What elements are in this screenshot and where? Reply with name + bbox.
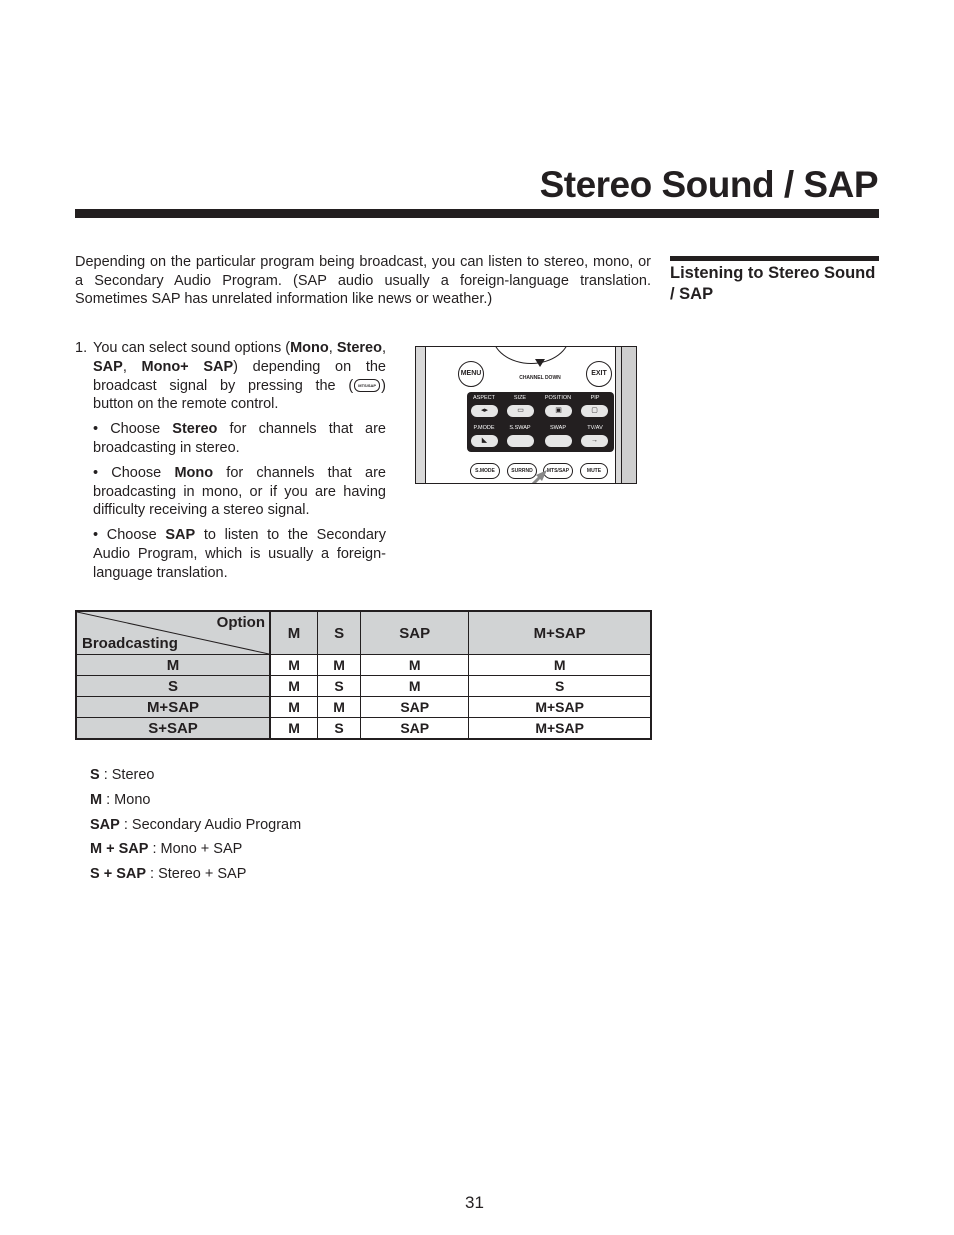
table-cell: M <box>270 676 318 697</box>
table-cell: M <box>361 676 469 697</box>
position-label: POSITION <box>544 395 572 401</box>
pmode-label: P.MODE <box>473 425 495 431</box>
table-cell: SAP <box>361 718 469 740</box>
legend-value: : Mono + SAP <box>148 841 243 858</box>
pip-button: ▢ <box>581 405 608 417</box>
table-cell: M <box>469 655 651 676</box>
row-header: M+SAP <box>76 697 270 718</box>
table-row <box>76 655 651 676</box>
column-header: S <box>318 611 361 655</box>
table-cell: SAP <box>361 697 469 718</box>
table-cell: S <box>469 676 651 697</box>
table-cell: M+SAP <box>469 718 651 740</box>
remote-illustration <box>415 346 637 484</box>
swap-label: SWAP <box>550 425 566 431</box>
mts-sap-button: MTS/SAP <box>543 463 573 479</box>
exit-button: EXIT <box>586 361 612 387</box>
legend-key: S <box>90 767 100 783</box>
legend-key: M + SAP <box>90 841 149 858</box>
title-rule <box>75 209 879 218</box>
bullet-text: • Choose <box>93 464 175 481</box>
aspect-button: ◂▸ <box>471 405 498 417</box>
bullet-key: SAP <box>165 527 196 544</box>
abbreviation-legend <box>90 765 301 889</box>
tvav-label: TV/AV <box>587 425 603 431</box>
option-mono-sap: Mono+ SAP <box>141 358 234 375</box>
bullet-key: Mono <box>174 464 214 481</box>
function-button-panel <box>467 392 614 452</box>
step-text: You can select sound options ( <box>93 340 291 356</box>
size-label: SIZE <box>513 395 527 401</box>
table-cell: S <box>318 718 361 740</box>
intro-paragraph: Depending on the particular program being broadcast, you can listen to stereo, mono, or a Secondary Audio Program. (SAP audio usually a foreign-language translation. Sometimes SAP has unrelated information like news or weather.) <box>75 254 651 307</box>
separator: , <box>381 340 386 356</box>
legend-item <box>90 790 301 815</box>
legend-key: S + SAP <box>90 866 147 883</box>
mute-button: MUTE <box>580 463 608 479</box>
step-text: ) depending on the broadcast signal by pressing the ( <box>93 358 386 394</box>
option-stereo: Stereo <box>336 340 382 356</box>
mts-sap-button-icon: MTS/SAP <box>354 379 380 392</box>
step-number: 1. <box>75 340 88 356</box>
row-header: M <box>76 655 270 676</box>
diagonal-header-cell <box>76 611 270 655</box>
position-button: ▣ <box>545 405 572 417</box>
column-header: SAP <box>361 611 469 655</box>
table-cell: M <box>318 655 361 676</box>
sswap-label: S.SWAP <box>509 425 531 431</box>
bullet-text: • Choose <box>93 527 166 544</box>
option-mono: Mono <box>290 340 329 356</box>
bullet-text: for channels that are broadcasting in mono, or if you are having difficulty receiving a stereo signal. <box>93 464 386 519</box>
bullet-key: Stereo <box>172 421 218 438</box>
menu-button: MENU <box>458 361 484 387</box>
bullet-text: • Choose <box>93 421 173 438</box>
broadcasting-label: Broadcasting <box>82 635 178 652</box>
option-label: Option <box>216 614 265 631</box>
steps-section <box>75 339 386 583</box>
legend-value: : Mono <box>102 791 151 808</box>
legend-value: : Stereo + SAP <box>146 866 247 883</box>
remote-face <box>425 346 616 484</box>
column-header: M <box>270 611 318 655</box>
side-heading-rule <box>670 256 879 261</box>
table-row <box>76 697 651 718</box>
bullet-stereo <box>93 420 386 458</box>
table-header-row <box>76 611 651 655</box>
swap-button <box>545 435 572 447</box>
table-cell: M <box>361 655 469 676</box>
table-row <box>76 676 651 697</box>
remote-edge <box>621 347 636 483</box>
legend-item <box>90 864 301 889</box>
legend-item <box>90 765 301 790</box>
option-sap: SAP <box>93 358 123 375</box>
channel-down-label: CHANNEL DOWN <box>519 375 561 381</box>
legend-item <box>90 839 301 864</box>
surround-button: SURRND <box>507 463 537 479</box>
sound-options-table <box>75 610 652 740</box>
bullet-text: to listen to the Secondary Audio Program, which is usually a foreign-language translation. <box>93 527 386 581</box>
tvav-button: → <box>581 435 608 447</box>
sswap-button <box>507 435 534 447</box>
bullet-text: for channels that are broadcasting in stereo. <box>93 421 386 456</box>
bullet-sap <box>93 526 386 582</box>
pmode-button: ◣ <box>471 435 498 447</box>
size-button: ▭ <box>507 405 534 417</box>
step-1 <box>75 339 386 414</box>
bullet-mono <box>93 464 386 520</box>
channel-down-arrow-icon <box>535 359 545 367</box>
side-heading: Listening to Stereo Sound / SAP <box>670 264 876 303</box>
legend-item <box>90 815 301 840</box>
smode-button: S.MODE <box>470 463 500 479</box>
legend-value: : Secondary Audio Program <box>119 816 302 833</box>
row-header: S+SAP <box>76 718 270 740</box>
legend-key: M <box>90 791 103 808</box>
dpad-arc <box>492 346 570 364</box>
table-cell: M+SAP <box>469 697 651 718</box>
table-cell: M <box>270 718 318 740</box>
separator: , <box>328 340 337 356</box>
table-cell: M <box>270 655 318 676</box>
pointer-arrow-icon <box>522 469 550 484</box>
page-title: Stereo Sound / SAP <box>539 164 878 205</box>
row-header: S <box>76 676 270 697</box>
column-header: M+SAP <box>469 611 651 655</box>
pip-label: PIP <box>590 395 600 401</box>
aspect-label: ASPECT <box>472 395 495 401</box>
table-cell: M <box>270 697 318 718</box>
table-cell: M <box>318 697 361 718</box>
table-cell: S <box>318 676 361 697</box>
legend-value: : Stereo <box>99 767 155 783</box>
separator: , <box>122 358 142 375</box>
table-row <box>76 718 651 740</box>
legend-key: SAP <box>90 816 120 833</box>
step-text: ) button on the remote control. <box>93 377 386 413</box>
page-number: 31 <box>465 1193 484 1212</box>
